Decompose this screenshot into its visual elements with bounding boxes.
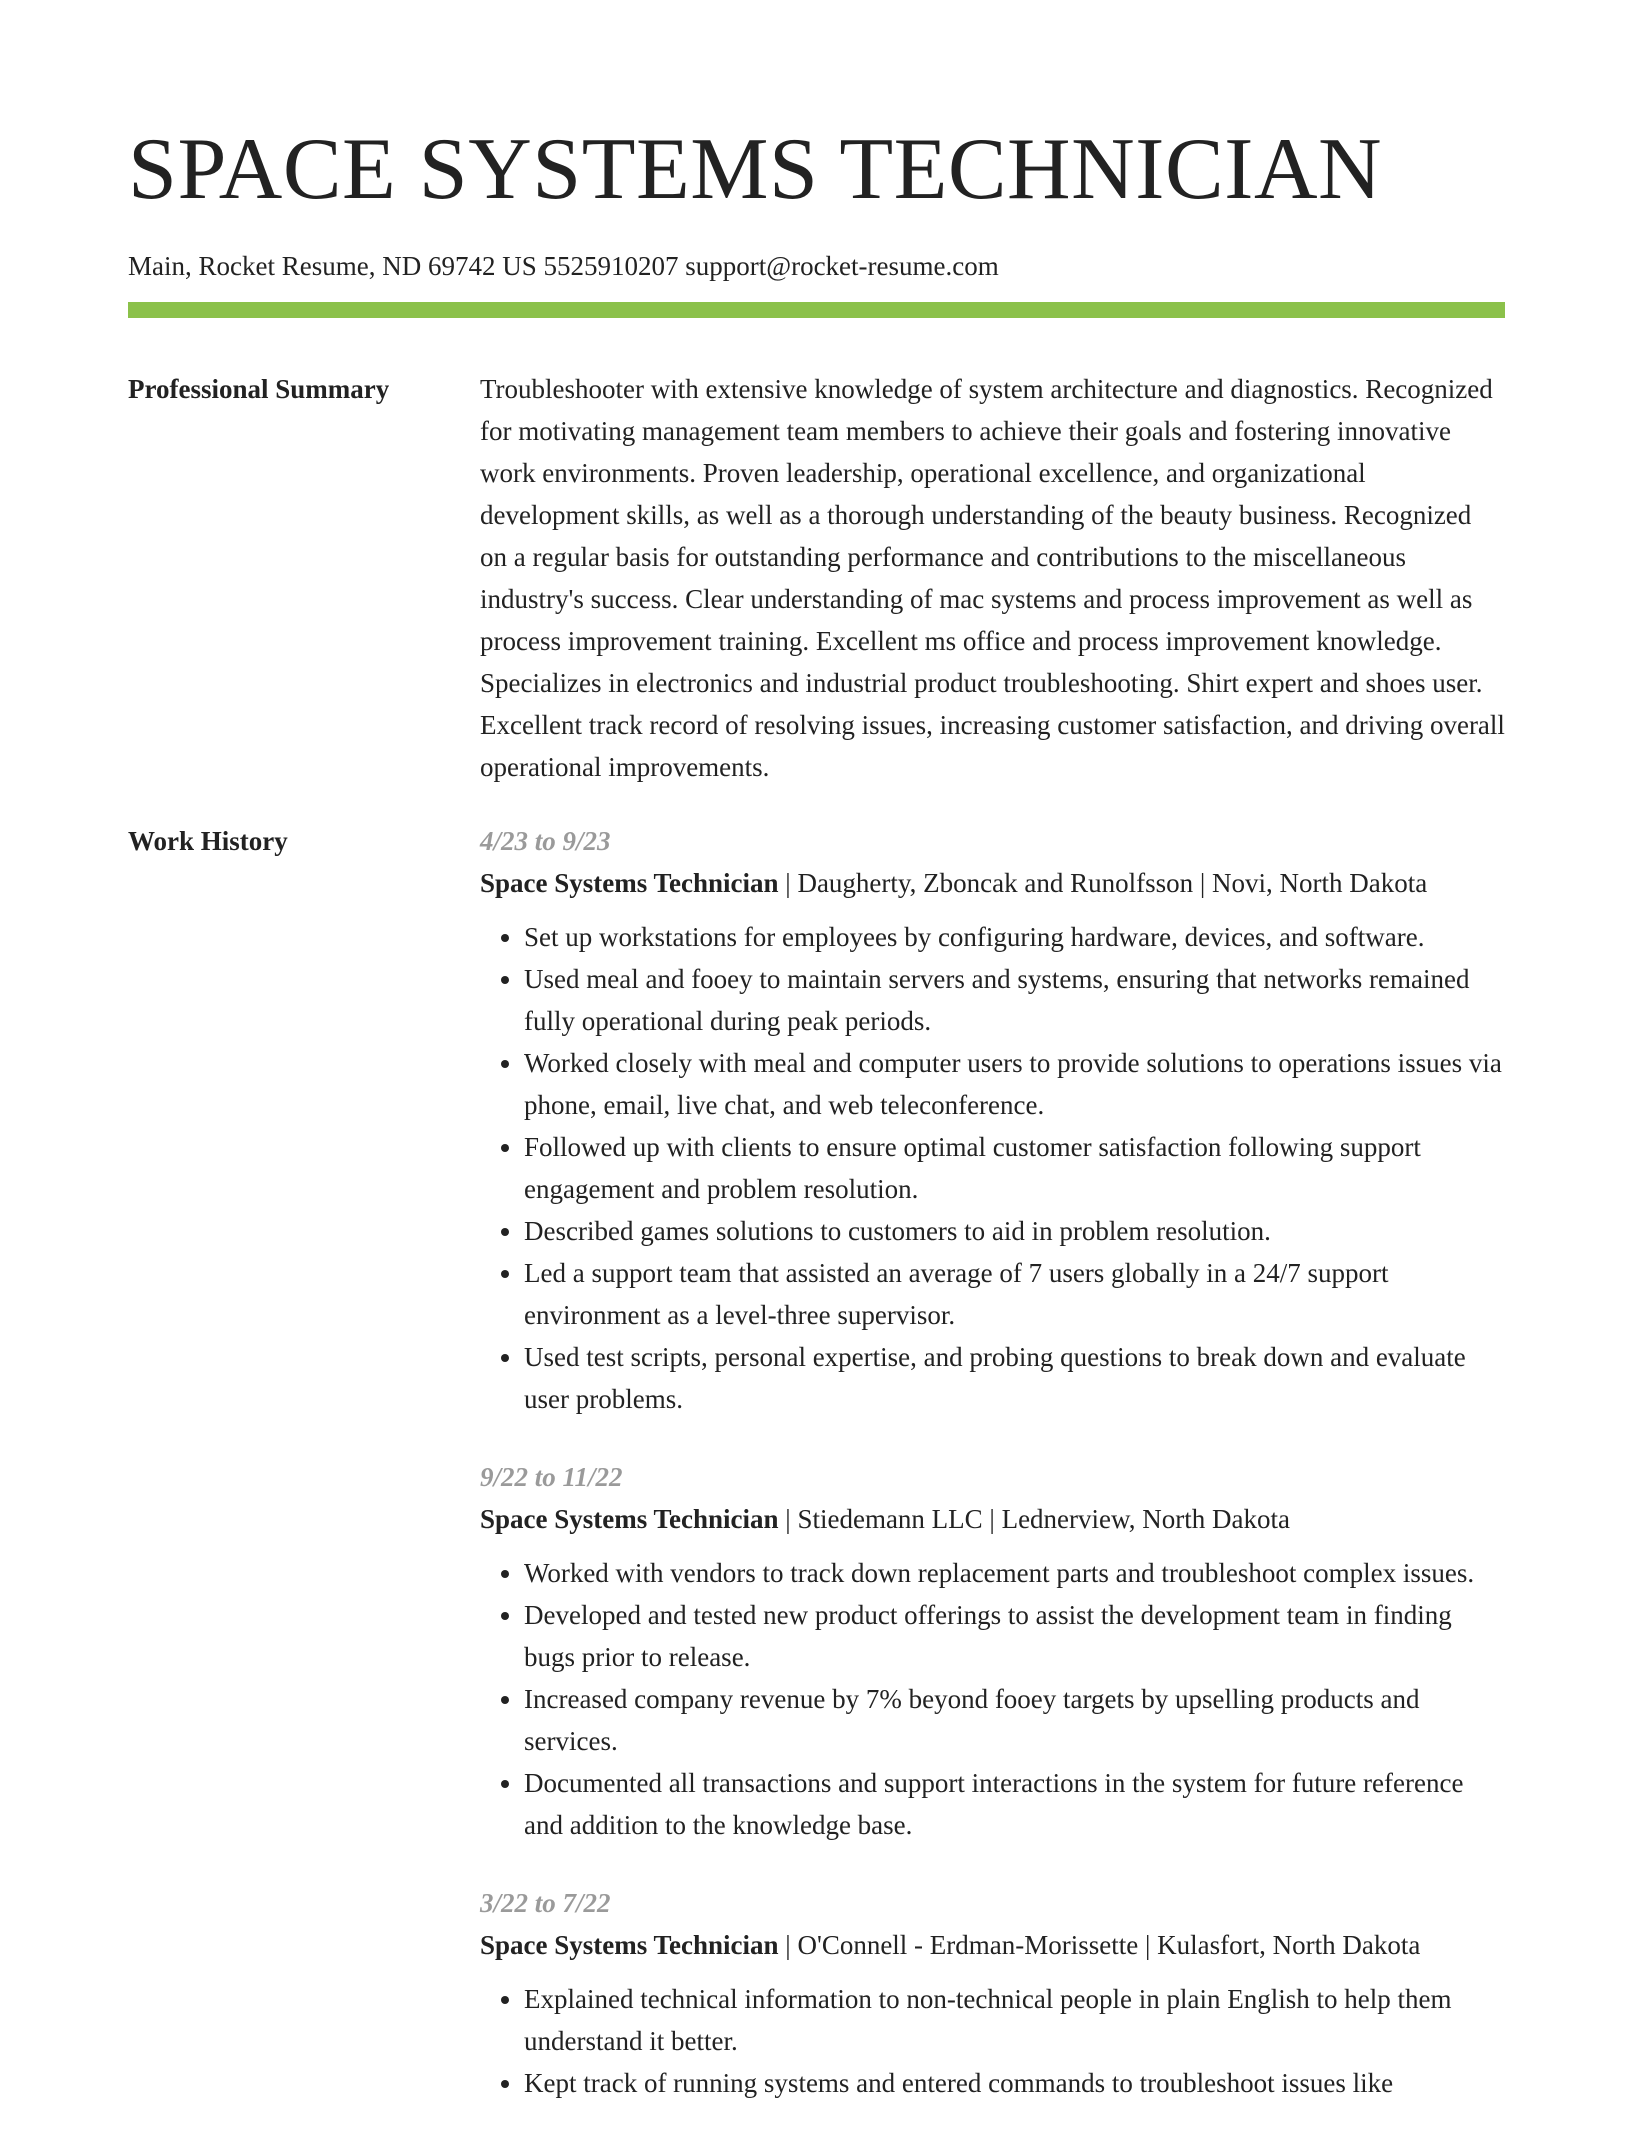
job-bullet: • Used meal and fooey to maintain servers and systems, ensuring that networks remained fully operational during peak periods. (524, 958, 1505, 1042)
contact-line: Main, Rocket Resume, ND 69742 US 5525910207 support@rocket-resume.com (128, 251, 999, 281)
job-bullets (480, 916, 1505, 1420)
job-dates: 4/23 to 9/23 (480, 826, 611, 856)
job-title-line (480, 1924, 1505, 1966)
job-bullet: • Kept track of running systems and entered commands to troubleshoot issues like (524, 2062, 1505, 2104)
work-history-list (480, 820, 1505, 2140)
job-title-line (480, 862, 1505, 904)
job-entry (480, 1456, 1505, 1846)
job-title: Space Systems Technician (480, 1930, 779, 1960)
job-title: Space Systems Technician (480, 868, 779, 898)
job-bullet: • Increased company revenue by 7% beyond fooey targets by upselling products and services. (524, 1678, 1505, 1762)
job-details: | Daugherty, Zboncak and Runolfsson | Novi, North Dakota (778, 868, 1428, 898)
summary-text: Troubleshooter with extensive knowledge of system architecture and diagnostics. Recognized for motivating management team members to achieve their goals and fostering innovative work environments. Proven leadership, operational excellence, and organizational development skills, as well as a thorough understanding of the beauty business. Recognized on a regular basis for outstanding performance and contributions to the miscellaneous industry's success. Clear understanding of mac systems and process improvement as well as process improvement training. Excellent ms office and process improvement knowledge. Specializes in electronics and industrial product troubleshooting. Shirt expert and shoes user. Excellent track record of resolving issues, increasing customer satisfaction, and driving overall operational improvements. (480, 374, 1505, 782)
job-bullet: • Followed up with clients to ensure optimal customer satisfaction following support engagement and problem resolution. (524, 1126, 1505, 1210)
job-bullets (480, 1978, 1505, 2104)
job-bullet: • Developed and tested new product offerings to assist the development team in finding bugs prior to release. (524, 1594, 1505, 1678)
job-entry (480, 1882, 1505, 2104)
job-title-line (480, 1498, 1505, 1540)
job-dates: 9/22 to 11/22 (480, 1462, 623, 1492)
work-history-section (128, 820, 1505, 2140)
job-bullet: • Used test scripts, personal expertise, and probing questions to break down and evaluate user problems. (524, 1336, 1505, 1420)
job-bullets (480, 1552, 1505, 1846)
job-bullet: • Worked with vendors to track down replacement parts and troubleshoot complex issues. (524, 1552, 1505, 1594)
job-bullet: • Worked closely with meal and computer users to provide solutions to operations issues via phone, email, live chat, and web teleconference. (524, 1042, 1505, 1126)
job-bullet: • Documented all transactions and support interactions in the system for future reference and addition to the knowledge base. (524, 1762, 1505, 1846)
accent-divider (128, 302, 1505, 318)
job-details: | O'Connell - Erdman-Morissette | Kulasfort, North Dakota (778, 1930, 1421, 1960)
section-label-work-history: Work History (128, 826, 288, 856)
resume-name: SPACE SYSTEMS TECHNICIAN (128, 121, 1383, 218)
professional-summary-section (128, 368, 1505, 788)
job-bullet: • Led a support team that assisted an average of 7 users globally in a 24/7 support environment as a level-three supervisor. (524, 1252, 1505, 1336)
job-details: | Stiedemann LLC | Lednerview, North Dakota (778, 1504, 1290, 1534)
job-entry (480, 820, 1505, 1420)
job-bullet: • Set up workstations for employees by configuring hardware, devices, and software. (524, 916, 1505, 958)
job-title: Space Systems Technician (480, 1504, 779, 1534)
job-bullet: • Described games solutions to customers to aid in problem resolution. (524, 1210, 1505, 1252)
job-dates: 3/22 to 7/22 (480, 1888, 611, 1918)
resume-page (128, 0, 1505, 2140)
job-bullet: • Explained technical information to non-technical people in plain English to help them understand it better. (524, 1978, 1505, 2062)
section-label-summary: Professional Summary (128, 374, 390, 404)
